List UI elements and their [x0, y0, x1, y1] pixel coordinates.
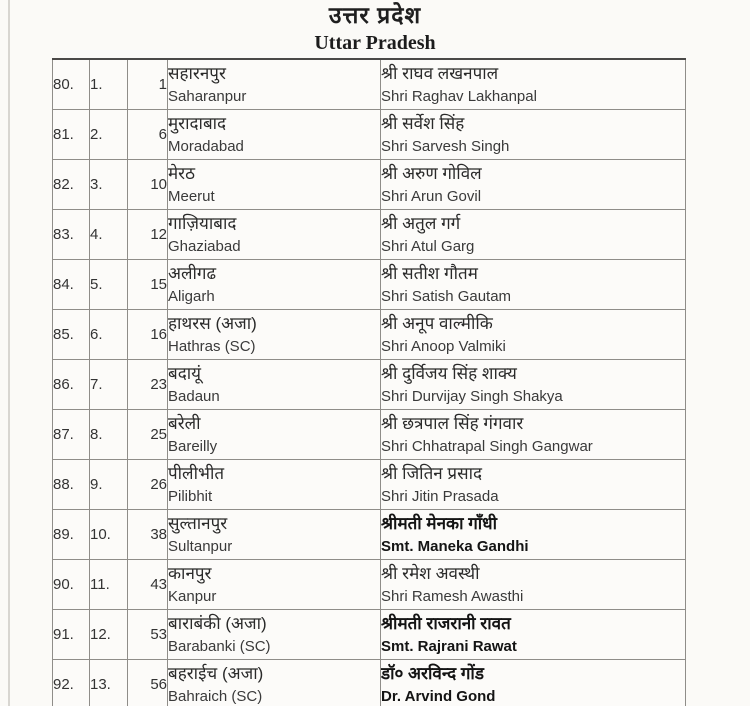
cell-constituency — [168, 460, 381, 510]
candidate-name-english: Shri Durvijay Singh Shakya — [381, 387, 563, 405]
candidate-name-english: Shri Ramesh Awasthi — [381, 587, 524, 605]
cell-constituency-number: 38 — [128, 510, 168, 560]
cell-constituency-number: 12 — [128, 210, 168, 260]
state-title-english: Uttar Pradesh — [314, 32, 436, 54]
cell-overall-serial: 81. — [53, 110, 90, 160]
table-row — [53, 410, 686, 460]
candidate-name-hindi: श्री सर्वेश सिंह — [381, 113, 465, 133]
constituency-name-english: Bahraich (SC) — [168, 687, 263, 705]
cell-candidate — [381, 410, 686, 460]
candidate-table — [52, 58, 686, 706]
cell-state-serial: 6. — [90, 310, 128, 360]
constituency-name-english: Hathras (SC) — [168, 337, 256, 355]
cell-state-serial: 11. — [90, 560, 128, 610]
candidate-name-hindi: डॉ० अरविन्द गोंड — [381, 663, 484, 683]
cell-constituency — [168, 110, 381, 160]
candidate-name-english: Shri Anoop Valmiki — [381, 337, 506, 355]
constituency-name-hindi: गाज़ियाबाद — [168, 213, 237, 233]
cell-state-serial: 9. — [90, 460, 128, 510]
cell-constituency-number: 43 — [128, 560, 168, 610]
cell-candidate — [381, 610, 686, 660]
cell-constituency-number: 56 — [128, 660, 168, 706]
cell-overall-serial: 85. — [53, 310, 90, 360]
table-row — [53, 360, 686, 410]
candidate-name-english: Shri Sarvesh Singh — [381, 137, 510, 155]
candidate-name-english: Shri Atul Garg — [381, 237, 475, 255]
candidate-name-hindi: श्री छत्रपाल सिंह गंगवार — [381, 413, 524, 433]
constituency-name-english: Kanpur — [168, 587, 217, 605]
constituency-name-hindi: सहारनपुर — [168, 63, 226, 83]
candidate-name-hindi: श्री अनूप वाल्मीकि — [381, 313, 493, 333]
candidate-name-hindi: श्री दुर्विजय सिंह शाक्य — [381, 363, 517, 383]
table-row — [53, 660, 686, 706]
table-row — [53, 460, 686, 510]
cell-constituency — [168, 59, 381, 110]
constituency-name-hindi: सुल्तानपुर — [168, 513, 228, 533]
table-row — [53, 560, 686, 610]
cell-candidate — [381, 210, 686, 260]
cell-state-serial: 1. — [90, 59, 128, 110]
candidate-name-hindi: श्री जितिन प्रसाद — [381, 463, 483, 483]
cell-candidate — [381, 110, 686, 160]
table-row — [53, 210, 686, 260]
constituency-name-hindi: पीलीभीत — [168, 463, 225, 483]
candidate-name-english: Shri Jitin Prasada — [381, 487, 499, 505]
cell-overall-serial: 91. — [53, 610, 90, 660]
table-row — [53, 610, 686, 660]
cell-overall-serial: 87. — [53, 410, 90, 460]
table-row — [53, 260, 686, 310]
candidate-name-english: Shri Satish Gautam — [381, 287, 512, 305]
cell-constituency — [168, 210, 381, 260]
candidate-name-hindi: श्रीमती राजरानी रावत — [381, 613, 511, 633]
constituency-name-english: Badaun — [168, 387, 220, 405]
page-titles — [0, 0, 750, 56]
cell-constituency-number: 26 — [128, 460, 168, 510]
candidate-name-hindi: श्रीमती मेनका गाँधी — [381, 513, 498, 533]
candidate-name-hindi: श्री अतुल गर्ग — [381, 213, 461, 233]
candidate-name-english: Shri Raghav Lakhanpal — [381, 87, 537, 105]
cell-state-serial: 5. — [90, 260, 128, 310]
cell-overall-serial: 82. — [53, 160, 90, 210]
cell-state-serial: 7. — [90, 360, 128, 410]
constituency-name-hindi: बरेली — [168, 413, 201, 433]
cell-constituency — [168, 160, 381, 210]
cell-constituency — [168, 310, 381, 360]
cell-constituency-number: 10 — [128, 160, 168, 210]
table-row — [53, 160, 686, 210]
constituency-name-english: Saharanpur — [168, 87, 247, 105]
state-title-hindi: उत्तर प्रदेश — [328, 2, 422, 28]
candidate-name-english: Shri Chhatrapal Singh Gangwar — [381, 437, 593, 455]
constituency-name-english: Bareilly — [168, 437, 218, 455]
cell-candidate — [381, 160, 686, 210]
cell-overall-serial: 92. — [53, 660, 90, 706]
candidate-name-hindi: श्री राघव लखनपाल — [381, 63, 499, 83]
cell-candidate — [381, 660, 686, 706]
constituency-name-english: Sultanpur — [168, 537, 233, 555]
constituency-name-hindi: बाराबंकी (अजा) — [168, 613, 267, 633]
cell-constituency-number: 23 — [128, 360, 168, 410]
cell-candidate — [381, 310, 686, 360]
candidate-name-hindi: श्री सतीश गौतम — [381, 263, 478, 283]
cell-candidate — [381, 510, 686, 560]
constituency-name-hindi: बदायूं — [168, 363, 201, 383]
candidate-name-english: Shri Arun Govil — [381, 187, 482, 205]
candidate-name-english: Dr. Arvind Gond — [381, 687, 496, 705]
cell-candidate — [381, 560, 686, 610]
cell-state-serial: 8. — [90, 410, 128, 460]
candidate-table-body — [53, 59, 686, 706]
constituency-name-english: Barabanki (SC) — [168, 637, 271, 655]
cell-overall-serial: 88. — [53, 460, 90, 510]
cell-constituency — [168, 360, 381, 410]
constituency-name-english: Ghaziabad — [168, 237, 241, 255]
cell-overall-serial: 89. — [53, 510, 90, 560]
cell-overall-serial: 90. — [53, 560, 90, 610]
cell-overall-serial: 80. — [53, 59, 90, 110]
cell-candidate — [381, 59, 686, 110]
cell-state-serial: 10. — [90, 510, 128, 560]
candidate-name-english: Smt. Rajrani Rawat — [381, 637, 517, 655]
constituency-name-hindi: मुरादाबाद — [168, 113, 227, 133]
scan-edge-line — [8, 0, 10, 706]
constituency-name-hindi: हाथरस (अजा) — [168, 313, 257, 333]
constituency-name-english: Aligarh — [168, 287, 215, 305]
cell-state-serial: 4. — [90, 210, 128, 260]
candidate-name-hindi: श्री रमेश अवस्थी — [381, 563, 480, 583]
cell-overall-serial: 86. — [53, 360, 90, 410]
cell-candidate — [381, 260, 686, 310]
cell-constituency — [168, 610, 381, 660]
constituency-name-english: Meerut — [168, 187, 215, 205]
candidate-name-hindi: श्री अरुण गोविल — [381, 163, 482, 183]
cell-state-serial: 13. — [90, 660, 128, 706]
cell-constituency — [168, 510, 381, 560]
cell-constituency — [168, 260, 381, 310]
cell-state-serial: 3. — [90, 160, 128, 210]
cell-constituency-number: 15 — [128, 260, 168, 310]
cell-constituency-number: 25 — [128, 410, 168, 460]
cell-candidate — [381, 460, 686, 510]
constituency-name-hindi: अलीगढ — [168, 263, 217, 283]
candidate-name-english: Smt. Maneka Gandhi — [381, 537, 529, 555]
constituency-name-hindi: मेरठ — [168, 163, 195, 183]
cell-constituency-number: 53 — [128, 610, 168, 660]
cell-overall-serial: 84. — [53, 260, 90, 310]
cell-constituency-number: 16 — [128, 310, 168, 360]
cell-candidate — [381, 360, 686, 410]
constituency-name-hindi: कानपुर — [168, 563, 212, 583]
cell-constituency-number: 1 — [128, 59, 168, 110]
constituency-name-english: Moradabad — [168, 137, 244, 155]
table-row — [53, 59, 686, 110]
table-row — [53, 110, 686, 160]
table-row — [53, 510, 686, 560]
constituency-name-english: Pilibhit — [168, 487, 213, 505]
cell-state-serial: 12. — [90, 610, 128, 660]
cell-state-serial: 2. — [90, 110, 128, 160]
table-row — [53, 310, 686, 360]
cell-constituency — [168, 410, 381, 460]
cell-constituency-number: 6 — [128, 110, 168, 160]
cell-overall-serial: 83. — [53, 210, 90, 260]
cell-constituency — [168, 660, 381, 706]
cell-constituency — [168, 560, 381, 610]
constituency-name-hindi: बहराईच (अजा) — [168, 663, 264, 683]
